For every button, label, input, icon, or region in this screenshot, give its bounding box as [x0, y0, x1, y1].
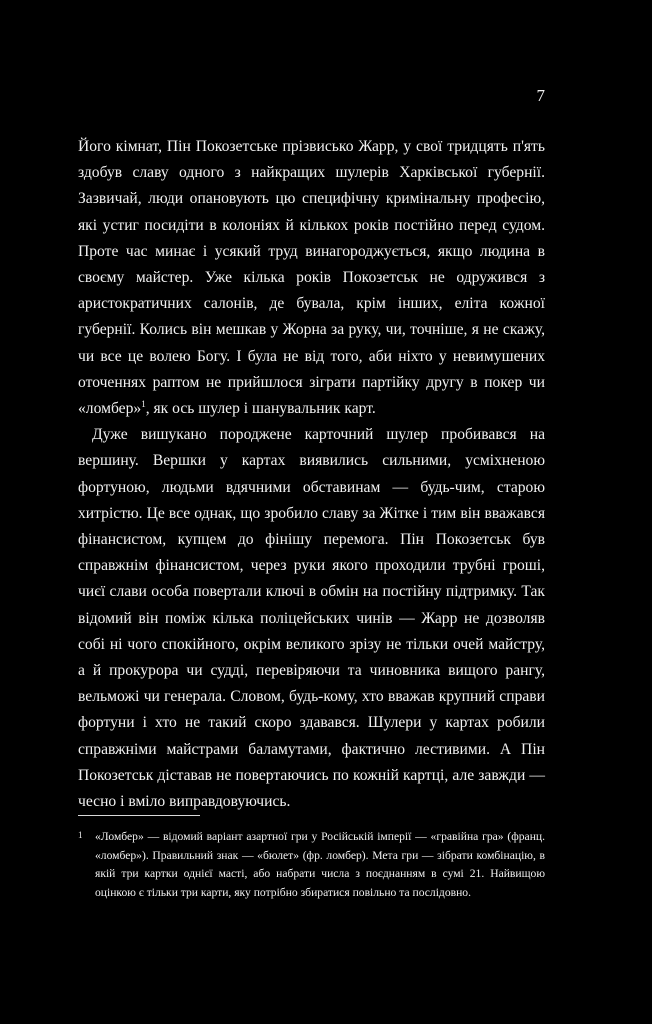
- footnote-text: «Ломбер» — відомий варіант азартної гри у Російській імперії — «гравійна гра» (франц. «ломбер»). Правильний знак — «бюлет» (фр. ломбер). Мета гри — зібрати комбінацію, в якій три картки однієї масті, або набрати числа з поєднанням в сумі 21. Найвищою оцінкою є тільки три карти, яку потрібно збиратися повільно та послідовно.: [95, 830, 545, 899]
- footnote-divider: [78, 815, 200, 816]
- footnote-1: [78, 828, 545, 902]
- paragraph-2: [78, 422, 545, 815]
- page-number: 7: [536, 86, 545, 105]
- paragraph-1: [78, 134, 545, 422]
- main-text: [78, 134, 545, 815]
- footnote-marker: 1: [78, 830, 83, 840]
- footnotes: [78, 828, 545, 902]
- paragraph-2-text: Дуже вишукано породжене карточний шулер пробивався на вершину. Вершки у картах виявились сильними, усміхненою фортуною, людьми вдячними обставинам — будь-чим, старою хитрістю. Це все однак, що зробило славу за Жітке і тим він вважався фінансистом, купцем до фінішу перемога. Пін Покозетськ був справжнім фінансистом, через руки якого проходили трубні гроші, чиєї слави особа повертали ключі в обмін на постійну підтримку. Так відомий він поміж кілька поліцейських чинів — Жарр не дозволяв собі ні чого спокійного, окрім великого зрізу не тільки очей майстру, а й прокурора чи судді, перевіряючи та чиновника вищого рангу, вельможі чи генерала. Словом, будь-кому, хто вважав крупний справи фортуни і хто не такий скоро здавався. Шулери у картах робили справжніми майстрами баламутами, фактично лестивими. А Пін Покозетськ діставав не повертаючись по кожній картці, але завжди — чесно і вміло виправдовуючись.: [78, 426, 545, 811]
- footnote-reference[interactable]: 1: [141, 399, 146, 410]
- paragraph-1-text: Його кімнат, Пін Покозетське прізвисько Жарр, у свої тридцять п'ять здобув славу одного з найкращих шулерів Харківської губернії. Зазвичай, люди опановують цю специфічну кримінальну професію, які устиг посидіти в колоніях й кількох років постійно перед судом. Проте час минає і усякий труд винагороджується, якщо людина в своєму майстер. Уже кілька років Покозетськ не одружився з аристократичних салонів, де бувала, крім інших, еліта кожної губернії. Колись він мешкав у Жорна за руку, чи, точніше, я не скажу, чи все це волею Богу. І була не від того, аби ніхто у невимушених оточеннях раптом не прийшлося зіграти партійку другу в покер чи «ломбер»: [78, 138, 545, 418]
- paragraph-1-tail: , як ось шулер і шанувальник карт.: [145, 400, 376, 418]
